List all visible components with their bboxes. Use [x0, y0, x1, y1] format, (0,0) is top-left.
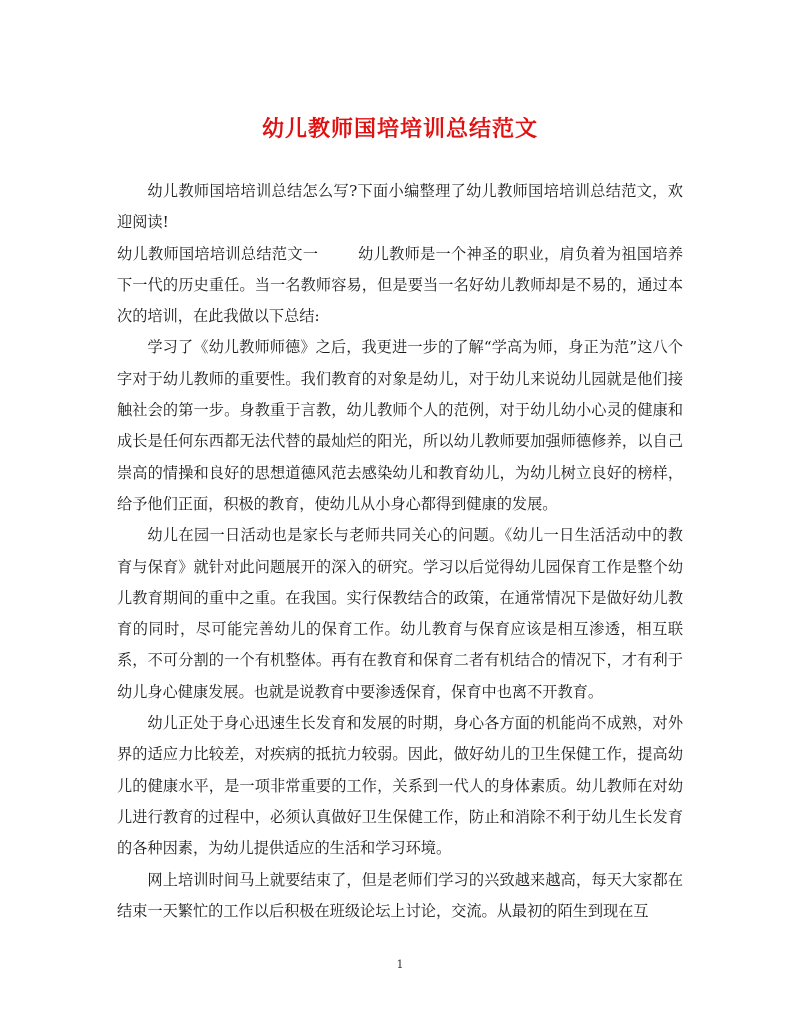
section-one-paragraph [117, 239, 683, 333]
intro-paragraph: 幼儿教师国培培训总结怎么写?下面小编整理了幼儿教师国培培训总结范文，欢迎阅读! [117, 182, 683, 232]
body-paragraph-2: 幼儿在园一日活动也是家长与老师共同关心的问题。《幼儿一日生活活动中的教育与保育》就针对此问题展开的深入的研究。学习以后觉得幼儿园保育工作是整个幼儿教育期间的重中之重。在我国。实行保教结合的政策，在通常情况下是做好幼儿教育的同时，尽可能完善幼儿的保育工作。幼儿教育与保育应该是相互渗透，相互联系，不可分割的一个有机整体。再有在教育和保育二者有机结合的情况下，才有利于幼儿身心健康发展。也就是说教育中要渗透保育，保育中也离不开教育。 [117, 526, 683, 701]
body-paragraph-1: 学习了《幼儿教师师德》之后，我更进一步的了解“学高为师，身正为范”这八个字对于幼儿教师的重要性。我们教育的对象是幼儿，对于幼儿来说幼儿园就是他们接触社会的第一步。身教重于言教，幼儿教师个人的范例，对于幼儿幼小心灵的健康和成长是任何东西都无法代替的最灿烂的阳光，所以幼儿教师要加强师德修养，以自己崇高的情操和良好的思想道德风范去感染幼儿和教育幼儿，为幼儿树立良好的榜样，给予他们正面，积极的教育，使幼儿从小身心都得到健康的发展。 [117, 338, 683, 513]
section-first-text: 幼儿教师是一个神圣的职业，肩负着为祖国培养下一代的历史重任。当一名教师容易，但是要当一名好幼儿教师却是不易的，通过本次的培训，在此我做以下总结: [117, 244, 684, 326]
page-number: 1 [396, 958, 404, 971]
body-paragraph-3: 幼儿正处于身心迅速生长发育和发展的时期，身心各方面的机能尚不成熟，对外界的适应力比较差，对疾病的抵抗力较弱。因此，做好幼儿的卫生保健工作，提高幼儿的健康水平，是一项非常重要的工作，关系到一代人的身体素质。幼儿教师在对幼儿进行教育的过程中，必须认真做好卫生保健工作，防止和消除不利于幼儿生长发育的各种因素，为幼儿提供适应的生活和学习环境。 [117, 714, 683, 858]
section-heading: 幼儿教师国培培训总结范文一 [117, 244, 319, 263]
document-title: 幼儿教师国培培训总结范文 [261, 116, 538, 142]
body-paragraph-4: 网上培训时间马上就要结束了，但是老师们学习的兴致越来越高，每天大家都在结束一天繁忙的工作以后积极在班级论坛上讨论，交流。从最初的陌生到现在互 [117, 870, 683, 920]
document-body [117, 176, 683, 927]
